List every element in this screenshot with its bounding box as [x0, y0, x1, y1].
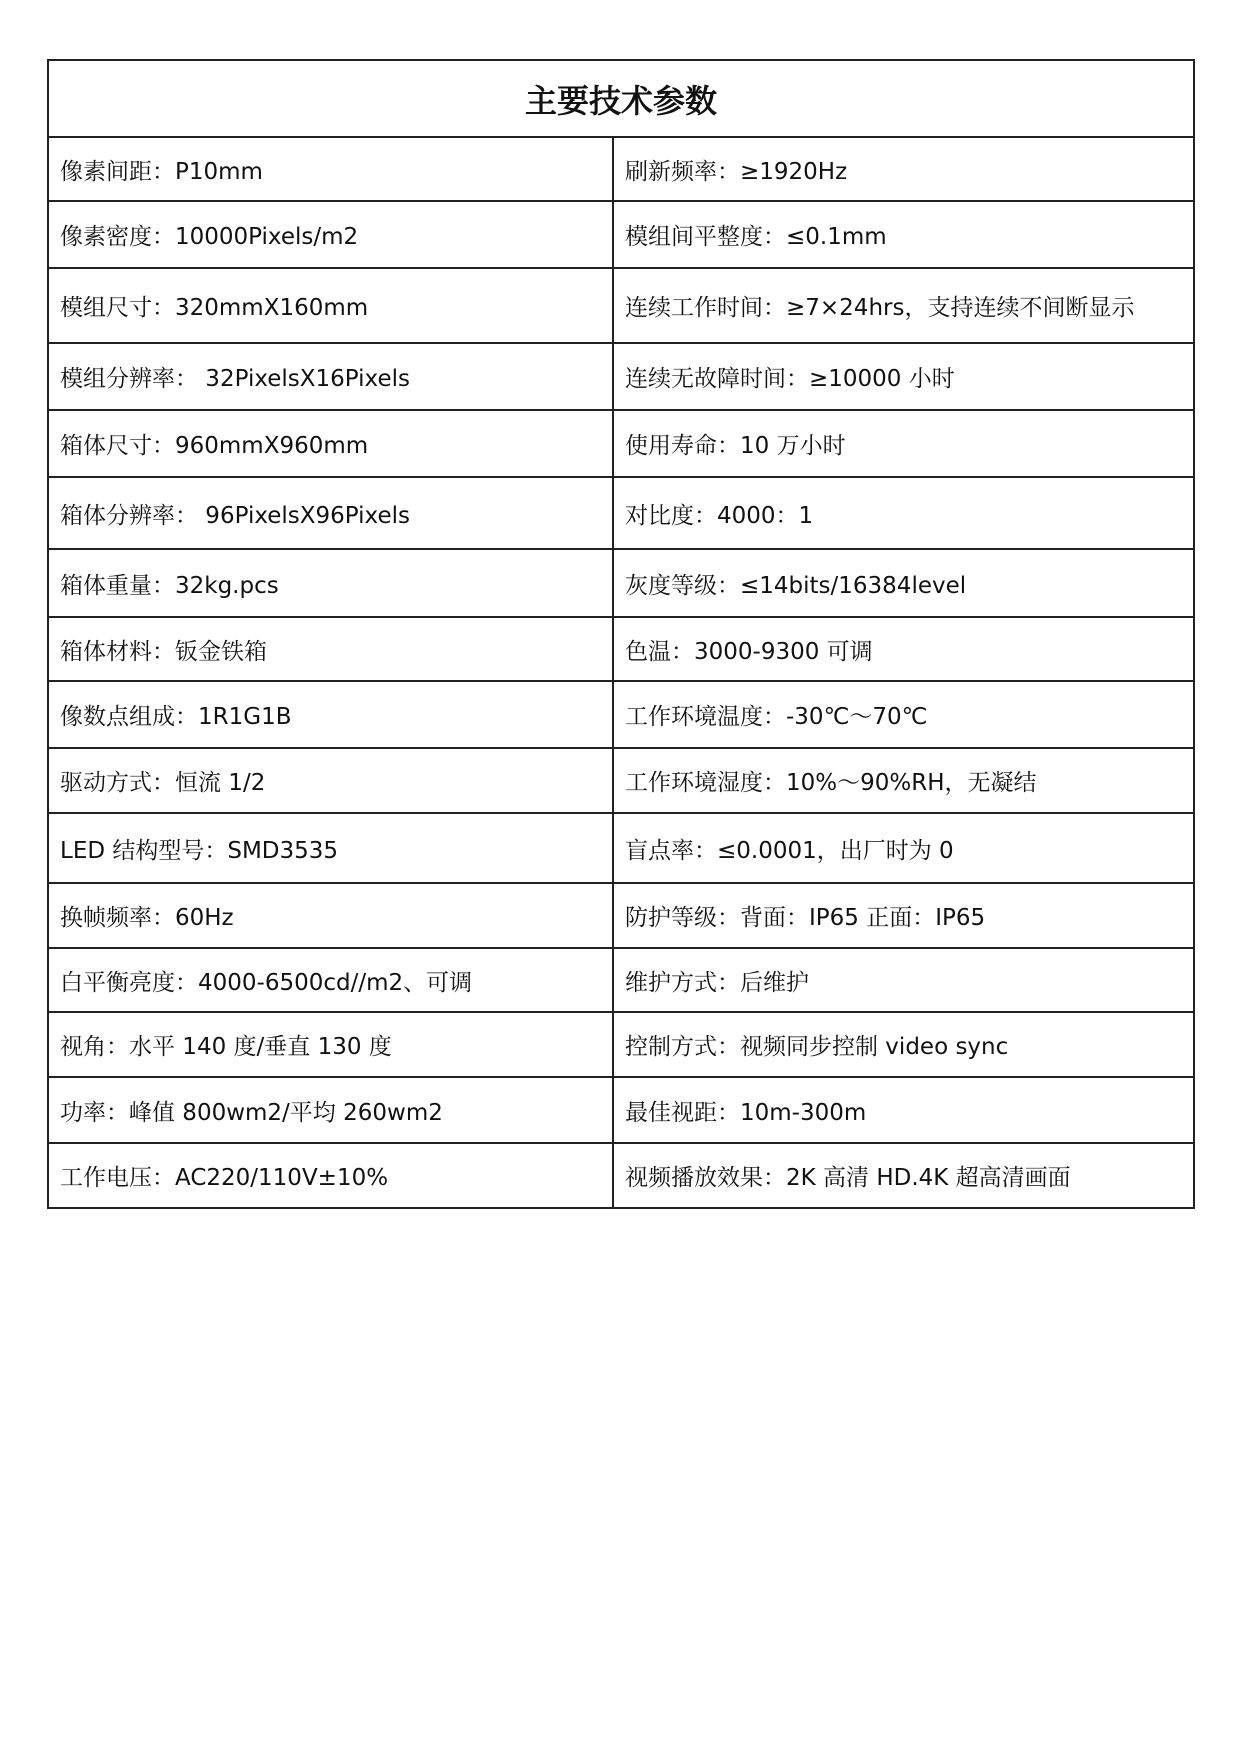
spec-cell-left: 箱体材料：钣金铁箱 [48, 617, 613, 681]
spec-cell-left: 像素间距：P10mm [48, 137, 613, 201]
table-row [48, 813, 1194, 883]
table-row [48, 549, 1194, 617]
spec-cell-right: 控制方式：视频同步控制 video sync [613, 1012, 1194, 1077]
spec-cell-right: 对比度：4000：1 [613, 477, 1194, 549]
table-row [48, 948, 1194, 1012]
spec-cell-left: LED 结构型号：SMD3535 [48, 813, 613, 883]
spec-body [48, 137, 1194, 1208]
spec-cell-left: 功率：峰值 800wm2/平均 260wm2 [48, 1077, 613, 1143]
table-row [48, 201, 1194, 268]
spec-cell-left: 箱体重量：32kg.pcs [48, 549, 613, 617]
spec-cell-right: 连续工作时间：≥7×24hrs，支持连续不间断显示 [613, 268, 1194, 343]
table-row [48, 137, 1194, 201]
table-row [48, 268, 1194, 343]
title-row [48, 60, 1194, 137]
table-row [48, 1077, 1194, 1143]
table-row [48, 617, 1194, 681]
spec-cell-right: 刷新频率：≥1920Hz [613, 137, 1194, 201]
spec-cell-right: 模组间平整度：≤0.1mm [613, 201, 1194, 268]
table-row [48, 477, 1194, 549]
spec-cell-right: 色温：3000-9300 可调 [613, 617, 1194, 681]
spec-cell-right: 盲点率：≤0.0001，出厂时为 0 [613, 813, 1194, 883]
spec-cell-left: 像数点组成：1R1G1B [48, 681, 613, 748]
spec-cell-left: 像素密度：10000Pixels/m2 [48, 201, 613, 268]
spec-cell-right: 维护方式：后维护 [613, 948, 1194, 1012]
spec-cell-right: 灰度等级：≤14bits/16384level [613, 549, 1194, 617]
spec-cell-right: 连续无故障时间：≥10000 小时 [613, 343, 1194, 410]
spec-cell-right: 工作环境湿度：10%～90%RH，无凝结 [613, 748, 1194, 813]
table-row [48, 1143, 1194, 1208]
spec-cell-left: 模组尺寸：320mmX160mm [48, 268, 613, 343]
spec-cell-left: 驱动方式：恒流 1/2 [48, 748, 613, 813]
spec-cell-right: 工作环境温度：-30℃～70℃ [613, 681, 1194, 748]
spec-cell-right: 防护等级：背面：IP65 正面：IP65 [613, 883, 1194, 948]
table-row [48, 410, 1194, 477]
spec-cell-right: 最佳视距：10m-300m [613, 1077, 1194, 1143]
table-row [48, 883, 1194, 948]
table-row [48, 748, 1194, 813]
spec-cell-left: 箱体尺寸：960mmX960mm [48, 410, 613, 477]
spec-cell-right: 视频播放效果：2K 高清 HD.4K 超高清画面 [613, 1143, 1194, 1208]
spec-cell-right: 使用寿命：10 万小时 [613, 410, 1194, 477]
spec-cell-left: 箱体分辨率： 96PixelsX96Pixels [48, 477, 613, 549]
spec-table [47, 59, 1195, 1209]
table-title: 主要技术参数 [48, 60, 1194, 137]
spec-cell-left: 换帧频率：60Hz [48, 883, 613, 948]
table-row [48, 681, 1194, 748]
spec-cell-left: 视角：水平 140 度/垂直 130 度 [48, 1012, 613, 1077]
spec-cell-left: 模组分辨率： 32PixelsX16Pixels [48, 343, 613, 410]
table-row [48, 1012, 1194, 1077]
spec-cell-left: 工作电压：AC220/110V±10% [48, 1143, 613, 1208]
table-row [48, 343, 1194, 410]
spec-cell-left: 白平衡亮度：4000-6500cd//m2、可调 [48, 948, 613, 1012]
